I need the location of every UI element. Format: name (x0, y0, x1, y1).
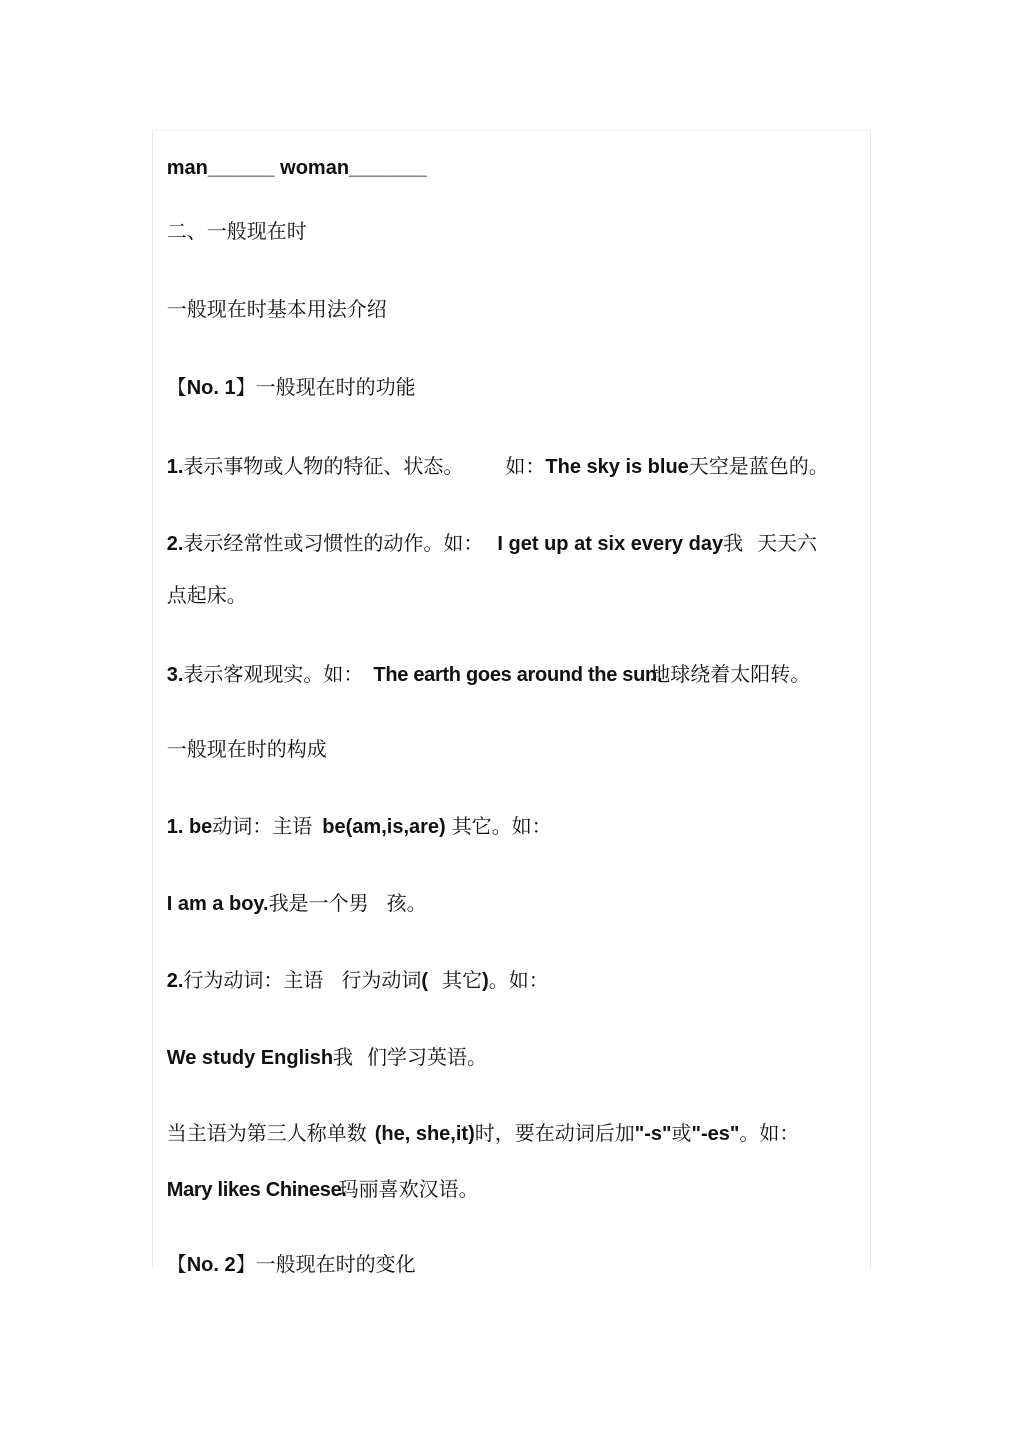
section-heading-text: 二、一般现在时 (166, 219, 307, 243)
no1-label: No. 1 (186, 377, 236, 399)
rule-3-example: The earth goes around the sun. (373, 664, 663, 686)
example-3 (154, 1150, 479, 1203)
structure-2-text: 行为动词：主语 (183, 968, 324, 992)
example-2-chinese-a: 我 (333, 1045, 354, 1069)
rule-2-example: I get up at six every day (497, 533, 724, 555)
paren-open: ( (421, 970, 429, 992)
example-2-chinese-b: 们学习英语。 (367, 1045, 488, 1069)
no1-heading (154, 348, 416, 401)
rule-1-translation: 天空是蓝色的。 (688, 454, 829, 478)
rule-1-example: The sky is blue (545, 456, 689, 478)
subsection-heading-text: 一般现在时基本用法介绍 (166, 297, 387, 321)
structure-1-text: 动词：主语 (212, 814, 313, 838)
third-person-rule (154, 1094, 799, 1147)
structure-2 (154, 941, 549, 994)
rule-2-translation-c: 点起床。 (166, 583, 247, 607)
exercise-line (154, 128, 427, 181)
rule-1-number: 1. (166, 456, 184, 478)
third-person-text: 当主语为第三人称单数 (166, 1121, 367, 1145)
structure-heading-text: 一般现在时的构成 (166, 737, 327, 761)
rule-3 (154, 635, 810, 688)
third-person-or: 或 (671, 1121, 692, 1145)
rule-2 (154, 504, 817, 557)
exercise-text: man______ woman_______ (166, 157, 427, 179)
example-1-chinese-a: 我是一个男 (268, 891, 369, 915)
rule-3-translation: 地球绕着太阳转。 (650, 662, 811, 686)
third-person-ru: 。如： (739, 1121, 800, 1145)
rule-2-number: 2. (166, 533, 184, 555)
no1-title: 】一般现在时的功能 (235, 375, 416, 399)
no2-title: 】一般现在时的变化 (235, 1252, 416, 1276)
structure-2-rest: 。如： (488, 968, 549, 992)
example-3-english: Mary likes Chinese. (166, 1179, 347, 1201)
rule-1 (154, 427, 829, 480)
rule-1-ru: 如： (505, 454, 546, 478)
example-1 (154, 864, 427, 917)
rule-1-text: 表示事物或人物的特征、状态。 (183, 454, 464, 478)
suffix-s: "-s" (634, 1123, 672, 1145)
rule-2-translation-b: 天天六 (757, 531, 818, 555)
no2-heading (154, 1225, 416, 1278)
structure-1 (154, 787, 552, 840)
no2-label: No. 2 (186, 1254, 236, 1276)
example-1-chinese-b: 孩。 (386, 891, 427, 915)
example-2-english: We study English (166, 1047, 334, 1069)
structure-1-rest: 其它。如： (451, 814, 552, 838)
bracket-open: 【 (166, 375, 187, 399)
third-person-pronouns: (he, she,it) (374, 1123, 475, 1145)
rule-2-translation-a: 我 (723, 531, 744, 555)
section-heading (154, 192, 307, 244)
structure-2-other: 其它 (442, 968, 483, 992)
bracket-open-2: 【 (166, 1252, 187, 1276)
structure-2-number: 2. (166, 970, 184, 992)
structure-1-be: be(am,is,are) (322, 816, 446, 838)
subsection-heading (154, 270, 387, 322)
paren-close: ) (482, 970, 489, 992)
example-3-chinese: 玛丽喜欢汉语。 (338, 1177, 479, 1201)
rule-3-number: 3. (166, 664, 184, 686)
structure-2-verb: 行为动词 (341, 968, 422, 992)
rule-2-text: 表示经常性或习惯性的动作。如： (183, 531, 484, 555)
rule-2-continued (154, 556, 247, 608)
third-person-text-b: 时，要在动词后加 (474, 1121, 635, 1145)
suffix-es: "-es" (691, 1123, 740, 1145)
structure-1-number: 1. be (166, 816, 213, 838)
example-2 (154, 1018, 487, 1071)
structure-heading (154, 710, 327, 762)
example-1-english: I am a boy. (166, 893, 269, 915)
rule-3-text: 表示客观现实。如： (183, 662, 364, 686)
